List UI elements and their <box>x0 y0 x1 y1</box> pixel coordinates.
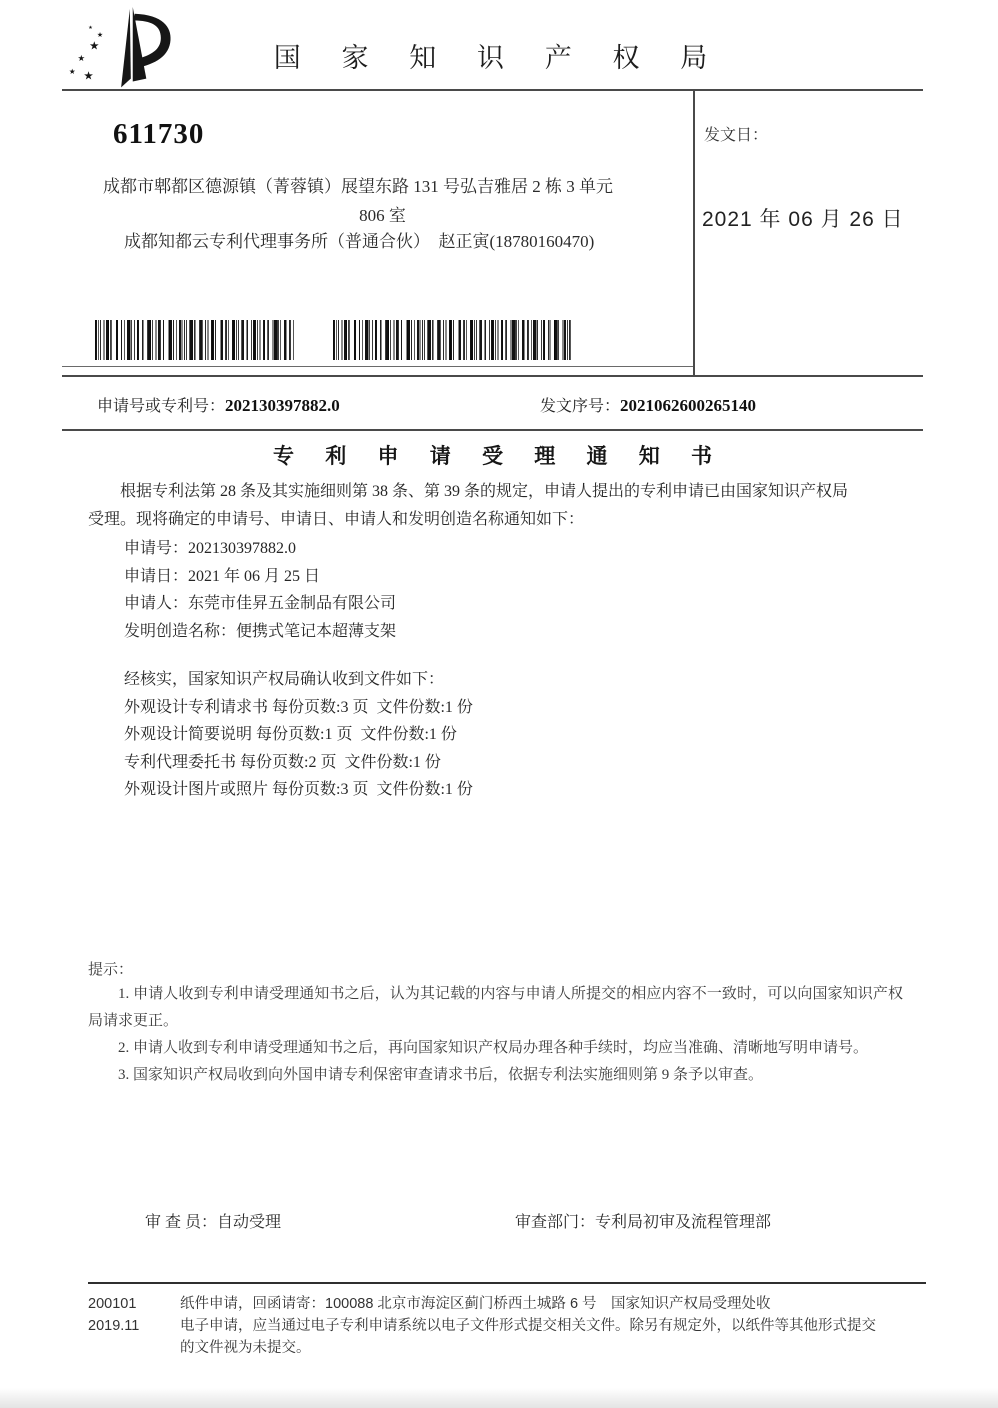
page-title: 国 家 知 识 产 权 局 <box>273 43 725 73</box>
issue-date-value: 2021 年 06 月 26 日 <box>702 208 904 231</box>
department-value: 专利局初审及流程管理部 <box>595 1214 772 1231</box>
svg-text:★: ★ <box>68 66 76 76</box>
tips-list <box>88 981 903 1089</box>
footer-note-paper: 纸件申请，回函请寄：100088 北京市海淀区蓟门桥西土城路 6 号 国家知识产权局受理处收 <box>180 1296 771 1312</box>
footer-form-codes <box>88 1293 139 1337</box>
department-group <box>515 1209 771 1232</box>
header-divider <box>62 89 923 91</box>
tip-item: 1. 申请人收到专利申请受理通知书之后，认为其记载的内容与申请人所提交的相应内容不一致时，可以向国家知识产权局请求更正。 <box>88 986 903 1029</box>
application-number-value: 202130397882.0 <box>225 396 340 415</box>
notice-title: 专 利 申 请 受 理 通 知 书 <box>273 444 725 468</box>
barcode-left <box>95 320 295 360</box>
scan-edge-shadow <box>0 1388 998 1408</box>
svg-text:★: ★ <box>88 26 93 32</box>
number-row-bottom-border <box>62 429 923 431</box>
left-cell-bottom-border <box>62 366 693 367</box>
notice-intro-line2: 受理。现将确定的申请号、申请日、申请人和发明创造名称通知如下： <box>88 511 585 528</box>
examiner-label: 审 查 员： <box>145 1214 218 1231</box>
notice-intro-line1: 根据专利法第 28 条及其实施细则第 38 条、第 39 条的规定，申请人提出的专利申请已由国家知识产权局 <box>120 483 849 500</box>
svg-text:★: ★ <box>96 31 103 39</box>
svg-text:★: ★ <box>77 53 86 64</box>
doc-code: 611730 <box>113 118 205 150</box>
svg-text:★: ★ <box>83 69 94 83</box>
serial-number-label: 发文序号： <box>540 398 621 415</box>
application-fields <box>124 535 396 645</box>
examiner-group <box>145 1209 281 1232</box>
recipient-address-line2: 806 室 <box>359 206 406 225</box>
issue-date-label: 发文日： <box>704 127 769 144</box>
footer-notes <box>180 1293 890 1359</box>
document-row: 专利代理委托书 每份页数:2 页 文件份数:1 份 <box>124 753 441 771</box>
svg-text:★: ★ <box>89 39 100 53</box>
document-row: 外观设计图片或照片 每份页数:3 页 文件份数:1 份 <box>124 781 473 798</box>
footer-code: 200101 <box>88 1296 137 1312</box>
document-row: 外观设计专利请求书 每份页数:3 页 文件份数:1 份 <box>124 698 473 716</box>
application-number-label: 申请号或专利号： <box>97 398 226 415</box>
barcode-right <box>333 320 571 360</box>
recipient-agency-line: 成都知都云专利代理事务所（普通合伙） 赵正寅(18780160470) <box>124 232 595 251</box>
footer-note-electronic: 电子申请，应当通过电子专利申请系统以电子文件形式提交相关文件。除另有规定外，以纸件等其他形式提交的文件视为未提交。 <box>180 1318 876 1356</box>
tip-item: 2. 申请人收到专利申请受理通知书之后，再向国家知识产权局办理各种手续时，均应当准确、清晰地写明申请号。 <box>118 1040 869 1056</box>
serial-number-value: 2021062600265140 <box>620 396 757 415</box>
info-block-bottom-border <box>62 375 923 377</box>
serial-number-group <box>540 393 756 416</box>
examiner-value: 自动受理 <box>217 1214 282 1231</box>
cell-divider <box>693 90 695 376</box>
recipient-address-line1: 成都市郫都区德源镇（菁蓉镇）展望东路 131 号弘吉雅居 2 栋 3 单元 <box>103 177 613 196</box>
footer-divider <box>88 1282 926 1284</box>
department-label: 审查部门： <box>515 1214 596 1231</box>
field-application-no: 申请号：202130397882.0 <box>124 540 297 557</box>
field-applicant: 申请人：东莞市佳昇五金制品有限公司 <box>124 595 397 612</box>
footer-code: 2019.11 <box>88 1318 140 1334</box>
document-row: 外观设计简要说明 每份页数:1 页 文件份数:1 份 <box>124 726 457 743</box>
received-heading: 经核实，国家知识产权局确认收到文件如下： <box>124 671 445 688</box>
field-application-date: 申请日：2021 年 06 月 25 日 <box>124 567 321 585</box>
field-invention-name: 发明创造名称：便携式笔记本超薄支架 <box>124 622 397 640</box>
tips-heading: 提示： <box>88 962 134 978</box>
application-number-group <box>97 393 340 416</box>
received-documents <box>124 666 473 804</box>
tip-item: 3. 国家知识产权局收到向外国申请专利保密审查请求书后，依据专利法实施细则第 9 条予以审查。 <box>118 1067 764 1083</box>
